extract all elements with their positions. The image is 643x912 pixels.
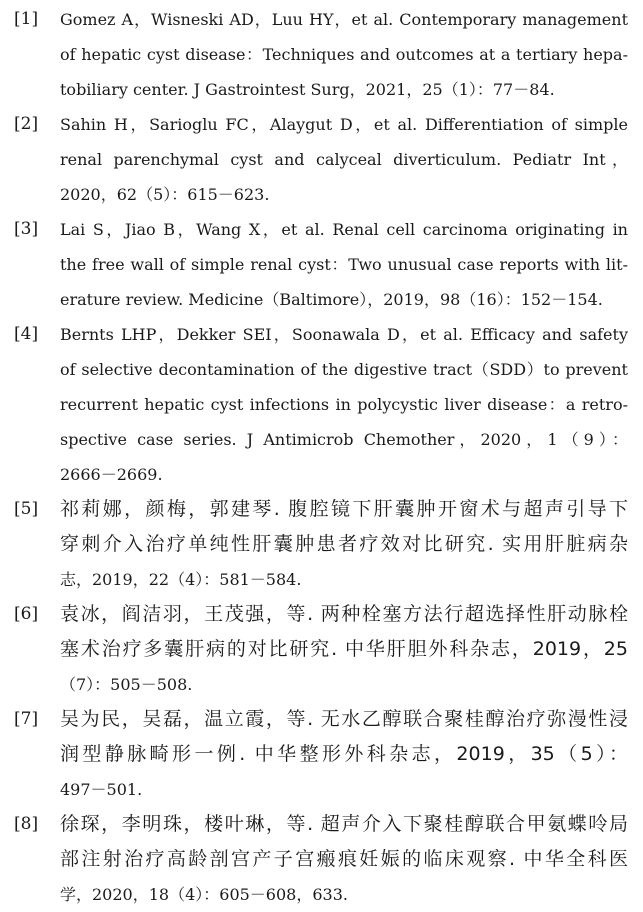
reference-text-line: 塞术治疗多囊肝病的对比研究. 中华肝胆外科杂志，2019，25 [60, 638, 628, 660]
reference-text-line: renal parenchymal cyst and calyceal diverticulum. Pediatr Int， [60, 150, 628, 169]
reference-text-line: Bernts LHP，Dekker SEI，Soonawala D，et al. Efficacy and safety [60, 325, 628, 344]
reference-text-line: 穿刺介入治疗单纯性肝囊肿患者疗效对比研究. 实用肝脏病杂 [60, 533, 628, 555]
reference-number: [1] [14, 9, 39, 29]
reference-text-line: erature review. Medicine（Baltimore），2019，98（16）：152－154. [60, 290, 603, 309]
reference-text-line: 润型静脉畸形一例. 中华整形外科杂志，2019，35（5）： [60, 743, 628, 765]
reference-number: [8] [14, 814, 39, 834]
reference-text-line: spective case series. J Antimicrob Chemother，2020，1（9）： [60, 430, 628, 449]
reference-number: [2] [14, 114, 39, 134]
reference-number: [7] [14, 709, 39, 729]
reference-text-line: 袁冰，阎洁羽，王茂强，等. 两种栓塞方法行超选择性肝动脉栓 [60, 603, 628, 625]
reference-number: [6] [14, 604, 39, 624]
reference-text-line: Lai S，Jiao B，Wang X，et al. Renal cell carcinoma originating in [60, 220, 628, 239]
reference-text-line: 徐琛，李明珠，楼叶琳，等. 超声介入下聚桂醇联合甲氨蝶呤局 [60, 813, 628, 835]
reference-text-line: 志，2019，22（4）：581－584. [60, 570, 302, 589]
reference-text-line: 2666－2669. [60, 465, 163, 484]
reference-text-line: 学，2020，18（4）：605－608，633. [60, 885, 348, 904]
reference-number: [3] [14, 219, 39, 239]
reference-text-line: 2020，62（5）：615－623. [60, 185, 270, 204]
reference-number: [4] [14, 324, 39, 344]
reference-text-line: 部注射治疗高龄剖宫产子宫瘢痕妊娠的临床观察. 中华全科医 [60, 848, 628, 870]
reference-text-line: 祁莉娜，颜梅，郭建琴. 腹腔镜下肝囊肿开窗术与超声引导下 [60, 498, 628, 520]
reference-text-line: recurrent hepatic cyst infections in polycystic liver disease：a retro- [60, 395, 628, 414]
reference-text-line: Sahin H，Sarioglu FC，Alaygut D，et al. Differentiation of simple [60, 115, 628, 134]
reference-text-line: the free wall of simple renal cyst：Two unusual case reports with lit- [60, 255, 628, 274]
reference-number: [5] [14, 499, 39, 519]
reference-text-line: of selective decontamination of the digestive tract（SDD）to prevent [60, 360, 628, 379]
reference-text-line: 吴为民，吴磊，温立霞，等. 无水乙醇联合聚桂醇治疗弥漫性浸 [60, 708, 628, 730]
reference-text-line: Gomez A，Wisneski AD，Luu HY，et al. Contemporary management [60, 10, 628, 29]
reference-text-line: of hepatic cyst disease：Techniques and outcomes at a tertiary hepa- [60, 45, 628, 64]
reference-text-line: 497－501. [60, 780, 143, 799]
reference-text-line: （7）：505－508. [60, 675, 193, 694]
reference-text-line: tobiliary center. J Gastrointest Surg，2021，25（1）：77－84. [60, 80, 555, 99]
